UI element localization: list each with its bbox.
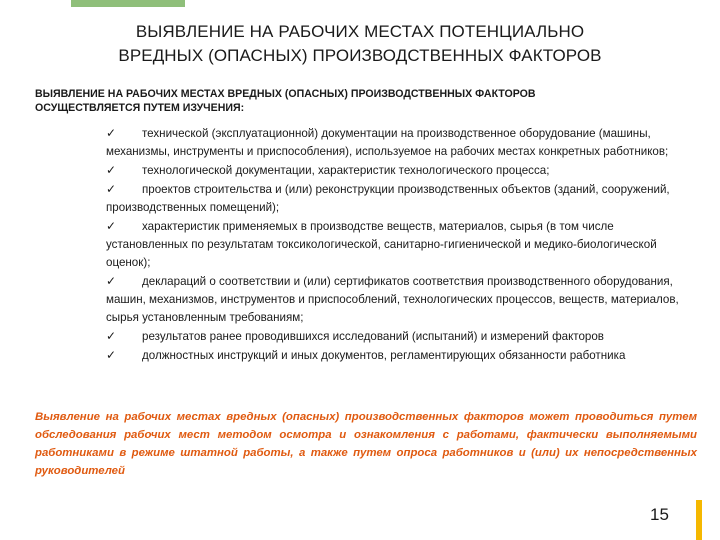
list-item: [106, 272, 690, 327]
title-line-1: ВЫЯВЛЕНИЕ НА РАБОЧИХ МЕСТАХ ПОТЕНЦИАЛЬНО: [135, 22, 585, 41]
list-item: [106, 217, 690, 272]
list-item: [106, 124, 690, 161]
checkmark-icon: ✓: [106, 182, 117, 196]
checkmark-icon: ✓: [106, 348, 117, 362]
list-item-text: технологической документации, характеристик технологического процесса;: [142, 164, 550, 177]
document-list: [106, 124, 690, 365]
top-accent-bar: [71, 0, 185, 7]
list-heading-line-1: ВЫЯВЛЕНИЕ НА РАБОЧИХ МЕСТАХ ВРЕДНЫХ (ОПАСНЫХ) ПРОИЗВОДСТВЕННЫХ ФАКТОРОВ: [35, 88, 536, 100]
slide-title: [40, 20, 680, 68]
list-item-text: деклараций о соответствии и (или) сертификатов соответствия производственного оборудования, машин, механизмов, инструментов и приспособлений, технологических процессов, веществ, материалов, сырья установленным требованиям;: [106, 275, 679, 324]
checkmark-icon: ✓: [106, 126, 117, 140]
list-item: [106, 180, 690, 217]
list-item-text: характеристик применяемых в производстве веществ, материалов, сырья (в том числе установленных по результатам токсикологической, санитарно-гигиенической и медико-биологической оценок);: [106, 220, 657, 269]
list-item-text: проектов строительства и (или) реконструкции производственных объектов (зданий, сооружений, производственных помещений);: [106, 183, 670, 214]
list-heading-line-2: ОСУЩЕСТВЛЯЕТСЯ ПУТЕМ ИЗУЧЕНИЯ:: [35, 102, 245, 114]
checkmark-icon: ✓: [106, 219, 117, 233]
checkmark-icon: ✓: [106, 163, 117, 177]
title-line-2: ВРЕДНЫХ (ОПАСНЫХ) ПРОИЗВОДСТВЕННЫХ ФАКТОРОВ: [118, 46, 602, 65]
list-item: [106, 327, 690, 346]
list-item: [106, 161, 690, 180]
list-item: [106, 346, 690, 365]
list-item-text: результатов ранее проводившихся исследований (испытаний) и измерений факторов: [142, 330, 604, 343]
list-item-text: должностных инструкций и иных документов, регламентирующих обязанности работника: [142, 349, 626, 362]
bottom-accent-bar: [696, 500, 702, 540]
checkmark-icon: ✓: [106, 274, 117, 288]
list-item-text: технической (эксплуатационной) документации на производственное оборудование (машины, механизмы, инструменты и приспособления), используемое на рабочих местах конкретных работников;: [106, 127, 669, 158]
page-number: 15: [650, 505, 669, 524]
highlighted-note: Выявление на рабочих местах вредных (опасных) производственных факторов может проводиться путем обследования рабочих мест методом осмотра и ознакомления с работами, фактически выполняемыми работниками в режиме штатной работы, а также путем опроса работников и (или) их непосредственных руководителей: [35, 411, 697, 477]
list-heading: [35, 87, 635, 115]
checkmark-icon: ✓: [106, 329, 117, 343]
